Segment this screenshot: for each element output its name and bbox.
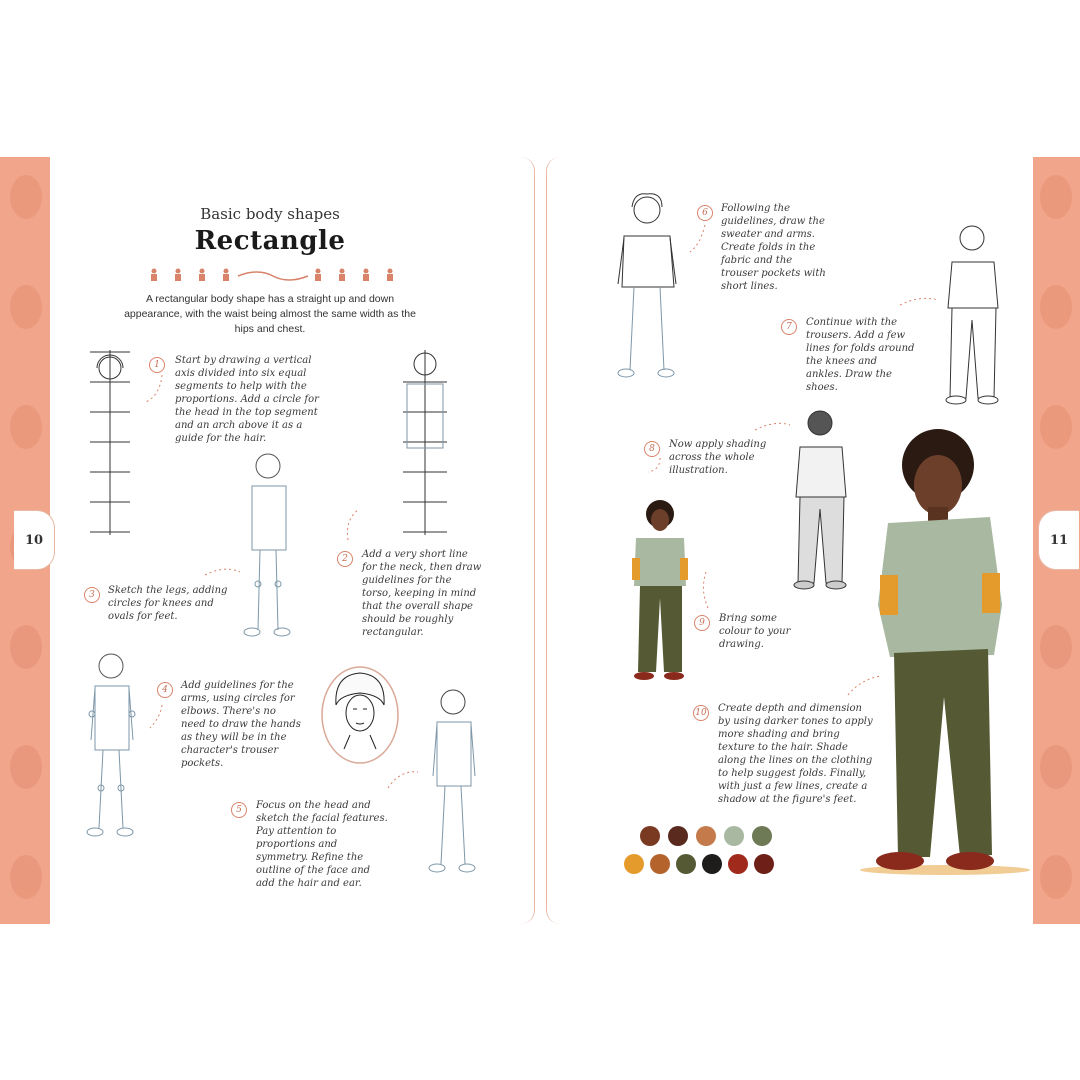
intro-text: A rectangular body shape has a straight up and down appearance, with the waist being almost the same width as the hips and chest.	[124, 293, 416, 335]
step3-text: Sketch the legs, adding circles for knees and ovals for feet.	[108, 585, 228, 622]
section-subtitle: Basic body shapes	[200, 205, 340, 223]
palette-swatch	[754, 854, 774, 874]
palette-swatch	[728, 854, 748, 874]
colour-palette	[636, 826, 786, 881]
step10-number: 10	[693, 705, 709, 721]
step1-text: Start by drawing a vertical axis divided into six equal segments to help with the proportions. Add a circle for the head in the top segment and an arch above it as a guide for the hair.	[175, 355, 319, 444]
palette-swatch	[650, 854, 670, 874]
palette-swatch	[624, 854, 644, 874]
step9-number: 9	[694, 615, 710, 631]
step6-sweater-sketch	[612, 192, 682, 382]
step10-final-figure	[860, 425, 1030, 880]
step8-shaded-sketch	[788, 405, 858, 595]
page-number-right: 11	[1038, 510, 1079, 570]
step9-badge	[694, 610, 710, 631]
step9-text: Bring some colour to your drawing.	[719, 613, 791, 650]
step5-number: 5	[231, 802, 247, 818]
page-number-left: 10	[14, 510, 55, 570]
step3-number: 3	[84, 587, 100, 603]
step10-badge	[693, 700, 709, 721]
step4-number: 4	[157, 682, 173, 698]
step7-number: 7	[781, 319, 797, 335]
palette-swatch	[752, 826, 772, 846]
step6-text: Following the guidelines, draw the sweater and arms. Create folds in the fabric and the trouser pockets with short lines.	[721, 203, 826, 292]
palette-swatch	[676, 854, 696, 874]
palette-swatch	[696, 826, 716, 846]
step5-text: Focus on the head and sketch the facial features. Pay attention to proportions and symmetry. Refine the outline of the face and add the hair and ear.	[256, 800, 388, 889]
step8-text: Now apply shading across the whole illustration.	[669, 439, 767, 476]
step6-number: 6	[697, 205, 713, 221]
step7-trousers-sketch	[940, 220, 1010, 410]
step8-number: 8	[644, 441, 660, 457]
palette-swatch	[640, 826, 660, 846]
page-title: Rectangle	[194, 226, 346, 256]
step7-badge	[781, 314, 797, 335]
palette-swatch	[702, 854, 722, 874]
step8-badge	[644, 436, 660, 457]
step10-text: Create depth and dimension by using darker tones to apply more shading and bring texture to the hair. Shade along the lines on the clothing to help suggest folds. Finally, with just a few lines, create a shadow at the figure's feet.	[718, 703, 873, 805]
palette-swatch	[724, 826, 744, 846]
step9-coloured-figure	[628, 498, 692, 688]
palette-swatch	[668, 826, 688, 846]
step2-number: 2	[337, 551, 353, 567]
step1-number: 1	[149, 357, 165, 373]
step4-text: Add guidelines for the arms, using circles for elbows. There's no need to draw the hands as they will be in the character's trouser pockets.	[181, 680, 301, 769]
step7-text: Continue with the trousers. Add a few lines for folds around the knees and ankles. Draw the shoes.	[806, 317, 915, 393]
step6-badge	[697, 200, 713, 221]
step2-text: Add a very short line for the neck, then draw guidelines for the torso, keeping in mind that the overall shape should be roughly rectangular.	[362, 549, 482, 638]
